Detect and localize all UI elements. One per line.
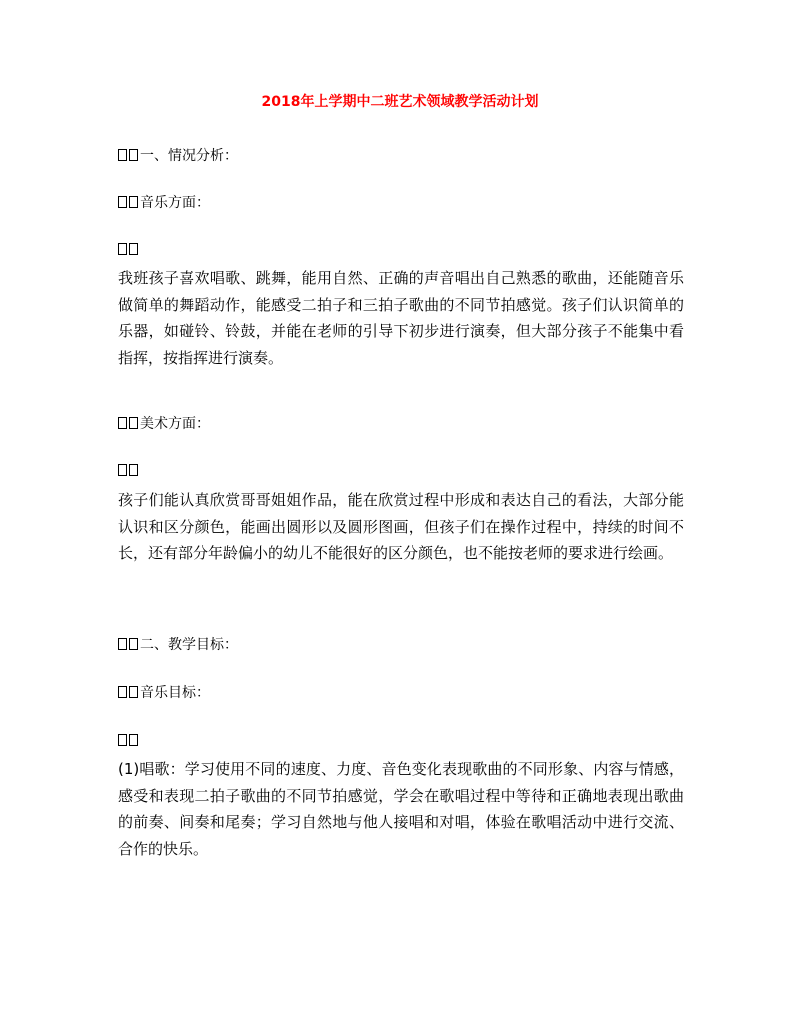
music-aspect-paragraph: 我班孩子喜欢唱歌、跳舞，能用自然、正确的声音唱出自己熟悉的歌曲，还能随音乐做简单的舞蹈动作，能感受二拍子和三拍子歌曲的不同节拍感觉。孩子们认识简单的乐器，如碰铃、铃鼓，并能在老师的引导下初步进行演奏，但大部分孩子不能集中看指挥，按指挥进行演奏。	[118, 269, 684, 367]
missing-glyph-icon	[129, 464, 138, 476]
missing-glyph-icon	[118, 417, 127, 429]
missing-glyph-icon	[118, 734, 127, 746]
missing-glyph-icon	[129, 417, 138, 429]
music-goals-heading-text: 音乐目标：	[140, 685, 210, 701]
missing-glyph-icon	[129, 686, 138, 698]
music-goals-heading	[118, 683, 210, 703]
music-aspect-heading	[118, 193, 210, 213]
missing-glyph-icon	[118, 464, 127, 476]
paragraph-indent-markers	[118, 240, 140, 260]
missing-glyph-icon	[129, 734, 138, 746]
situation-heading-text: 一、情况分析：	[140, 148, 238, 164]
missing-glyph-icon	[118, 638, 127, 650]
missing-glyph-icon	[118, 243, 127, 255]
missing-glyph-icon	[129, 196, 138, 208]
art-aspect-heading-text: 美术方面：	[140, 416, 210, 432]
music-aspect-heading-text: 音乐方面：	[140, 195, 210, 211]
situation-heading	[118, 146, 238, 166]
missing-glyph-icon	[118, 196, 127, 208]
missing-glyph-icon	[118, 686, 127, 698]
art-aspect-paragraph: 孩子们能认真欣赏哥哥姐姐作品，能在欣赏过程中形成和表达自己的看法，大部分能认识和区分颜色，能画出圆形以及圆形图画，但孩子们在操作过程中，持续的时间不长，还有部分年龄偏小的幼儿不能很好的区分颜色，也不能按老师的要求进行绘画。	[118, 491, 684, 562]
goals-heading-text: 二、教学目标：	[140, 637, 238, 653]
paragraph-indent-markers	[118, 731, 140, 751]
missing-glyph-icon	[129, 243, 138, 255]
missing-glyph-icon	[129, 149, 138, 161]
document-title: 2018年上学期中二班艺术领域教学活动计划	[261, 94, 539, 110]
singing-goal-paragraph: (1)唱歌：学习使用不同的速度、力度、音色变化表现歌曲的不同形象、内容与情感，感受和表现二拍子歌曲的不同节拍感觉，学会在歌唱过程中等待和正确地表现出歌曲的前奏、间奏和尾奏；学习自然地与他人接唱和对唱，体验在歌唱活动中进行交流、合作的快乐。	[118, 760, 684, 858]
paragraph-indent-markers	[118, 461, 140, 481]
missing-glyph-icon	[129, 638, 138, 650]
art-aspect-heading	[118, 414, 210, 434]
missing-glyph-icon	[118, 149, 127, 161]
goals-heading	[118, 635, 238, 655]
